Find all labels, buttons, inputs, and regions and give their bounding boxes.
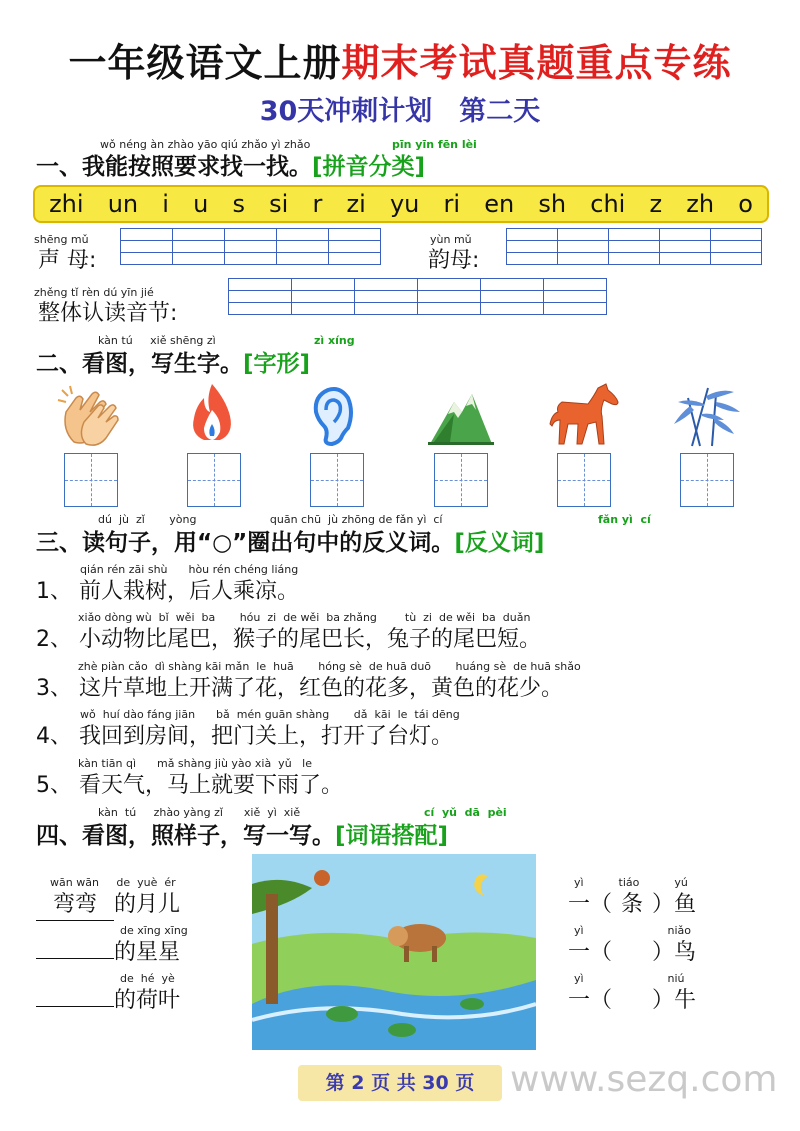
section4-heading-text: 四、看图，照样子，写一写。	[36, 823, 335, 849]
measure-pinyin: yì niǎo	[574, 924, 691, 937]
page-number: 第 2 页 共 30 页	[298, 1065, 502, 1101]
section2-tag: [字形]	[243, 351, 311, 377]
phrase-blank[interactable]: 弯弯	[36, 890, 114, 921]
sentence-pinyin: qián rén zāi shù hòu rén chéng liáng	[80, 563, 299, 576]
section3-tag-pinyin: fǎn yì cí	[598, 513, 651, 526]
section4-tag-pinyin: cí yǔ dā pèi	[424, 806, 507, 819]
sentence-pinyin: wǒ huí dào fáng jiān bǎ mén guān shàng dǎ kāi le tái dēng	[80, 708, 460, 721]
bamboo-icon	[672, 384, 742, 448]
yunmu-label: 韵母:	[428, 248, 480, 273]
sentence: 1、 前人栽树，后人乘凉。	[36, 579, 299, 604]
phrase-pinyin: de hé yè	[120, 972, 175, 985]
phrase-word: 的荷叶	[114, 988, 181, 1013]
section1-tag: [拼音分类]	[312, 154, 426, 180]
section2-pinyin: kàn tú xiě shēng zì	[98, 334, 216, 347]
section2-heading	[36, 348, 310, 380]
section1-tag-pinyin: pīn yīn fēn lèi	[392, 138, 477, 151]
phrase-word: 的月儿	[114, 892, 181, 917]
section1-heading-text: 一、我能按照要求找一找。	[36, 154, 312, 180]
phrase-row	[36, 986, 180, 1016]
measure-row	[568, 986, 696, 1016]
title-part2: 期末考试真题重点专练	[341, 41, 732, 85]
phrase-row	[36, 890, 180, 921]
pond-scene-illustration	[252, 854, 536, 1050]
measure-prefix: 一（	[568, 940, 613, 965]
measure-suffix: ）牛	[652, 988, 697, 1013]
syllable: en	[484, 190, 515, 218]
fire-icon	[186, 380, 238, 446]
shengmu-pinyin: shēng mǔ	[34, 233, 89, 246]
section2-heading-text: 二、看图，写生字。	[36, 351, 243, 377]
section4-heading	[36, 820, 448, 852]
sentence: 2、 小动物比尾巴，猴子的尾巴长，兔子的尾巴短。	[36, 627, 541, 652]
sentence: 3、 这片草地上开满了花，红色的花多，黄色的花少。	[36, 676, 563, 701]
writing-box[interactable]	[310, 453, 364, 507]
zhengti-grid[interactable]	[228, 278, 607, 315]
phrase-blank[interactable]	[36, 1006, 114, 1007]
phrase-row	[36, 938, 180, 968]
section3-heading-text: 三、读句子，用“○”圈出句中的反义词。	[36, 530, 455, 556]
syllable: si	[269, 190, 289, 218]
syllable: u	[193, 190, 209, 218]
syllable: i	[162, 190, 169, 218]
section3-pinyin: dú jù zǐ yòng quān chū jù zhōng de fǎn yì cí	[98, 513, 443, 526]
writing-box[interactable]	[64, 453, 118, 507]
zhengti-label: 整体认读音节:	[38, 301, 178, 326]
syllable: r	[312, 190, 323, 218]
section3-heading	[36, 527, 544, 559]
syllable: zhi	[49, 190, 84, 218]
sentence-pinyin: kàn tiān qì mǎ shàng jiù yào xià yǔ le	[78, 757, 312, 770]
section1-pinyin: wǒ néng àn zhào yāo qiú zhǎo yì zhǎo	[100, 138, 311, 151]
syllable: zi	[346, 190, 366, 218]
measure-prefix: 一（	[568, 892, 613, 917]
section4-tag: [词语搭配]	[335, 823, 449, 849]
syllable: z	[649, 190, 663, 218]
syllable-list	[33, 185, 769, 223]
measure-pinyin: yì tiáo yú	[574, 876, 688, 889]
sentence: 4、 我回到房间，把门关上，打开了台灯。	[36, 724, 453, 749]
measure-suffix: ）鱼	[652, 892, 697, 917]
writing-box[interactable]	[434, 453, 488, 507]
syllable: chi	[590, 190, 626, 218]
measure-prefix: 一（	[568, 988, 613, 1013]
sentence-pinyin: zhè piàn cǎo dì shàng kāi mǎn le huā hóng sè de huā duō huáng sè de huā shǎo	[78, 660, 581, 673]
measure-row	[568, 890, 696, 920]
measure-row	[568, 938, 696, 968]
sentence-pinyin: xiǎo dòng wù bǐ wěi ba hóu zi de wěi ba zhǎng tù zi de wěi ba duǎn	[78, 611, 531, 624]
measure-fill[interactable]: 条	[621, 892, 644, 917]
yunmu-grid[interactable]	[506, 228, 762, 265]
sentence: 5、 看天气，马上就要下雨了。	[36, 773, 343, 798]
syllable: o	[738, 190, 753, 218]
zhengti-pinyin: zhěng tǐ rèn dú yīn jié	[34, 286, 154, 299]
section3-tag: [反义词]	[454, 530, 545, 556]
phrase-pinyin: de xīng xīng	[120, 924, 188, 937]
syllable: un	[107, 190, 139, 218]
section2-tag-pinyin: zì xíng	[314, 334, 355, 347]
syllable: ri	[443, 190, 461, 218]
title-part1: 一年级语文上册	[68, 41, 342, 85]
phrase-pinyin: wān wān de yuè ér	[50, 876, 176, 889]
writing-box[interactable]	[680, 453, 734, 507]
syllable: sh	[538, 190, 567, 218]
syllable: zh	[686, 190, 715, 218]
mountain-icon	[428, 384, 494, 446]
section1-heading	[36, 151, 425, 183]
measure-suffix: ）鸟	[652, 940, 697, 965]
clapping-hands-icon	[56, 382, 128, 448]
section4-pinyin: kàn tú zhào yàng zǐ xiě yì xiě	[98, 806, 301, 819]
syllable: yu	[389, 190, 420, 218]
phrase-word: 的星星	[114, 940, 181, 965]
horse-icon	[548, 382, 622, 448]
syllable: s	[232, 190, 246, 218]
page-title	[0, 38, 800, 88]
writing-box[interactable]	[557, 453, 611, 507]
watermark: www.sezq.com	[510, 1059, 778, 1100]
writing-box[interactable]	[187, 453, 241, 507]
yunmu-pinyin: yùn mǔ	[430, 233, 472, 246]
ear-icon	[308, 382, 362, 448]
shengmu-grid[interactable]	[120, 228, 381, 265]
shengmu-label: 声 母:	[38, 248, 97, 273]
phrase-blank[interactable]	[36, 958, 114, 959]
measure-pinyin: yì niú	[574, 972, 685, 985]
page-subtitle: 30天冲刺计划 第二天	[259, 96, 541, 127]
